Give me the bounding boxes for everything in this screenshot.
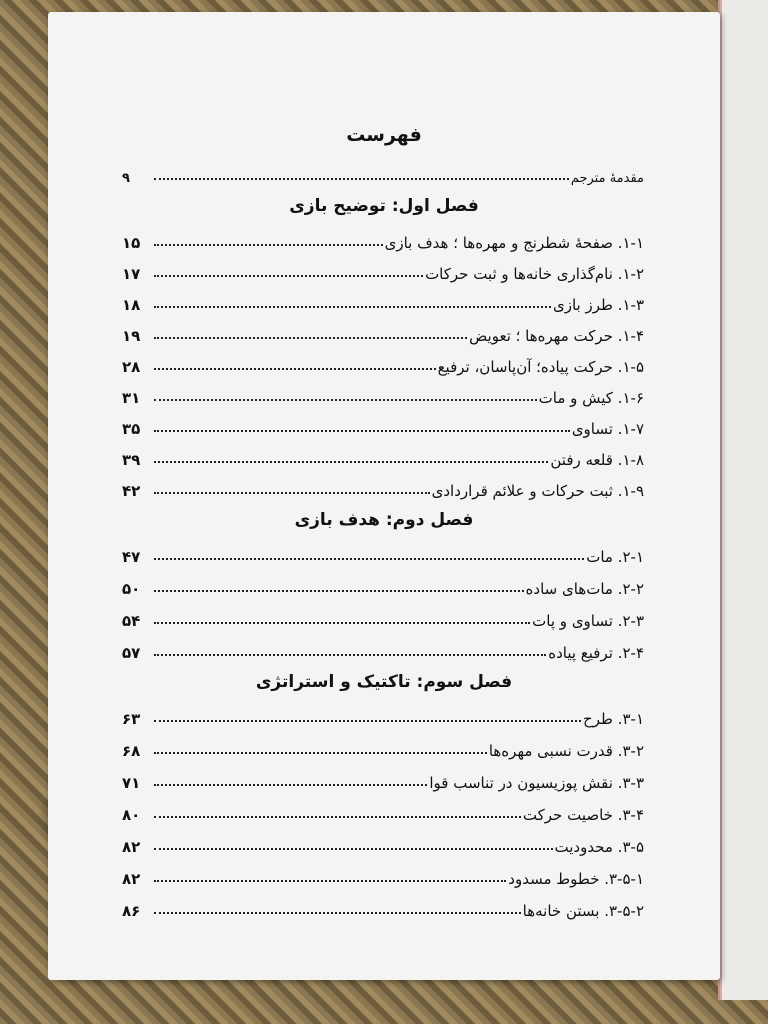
toc-entry: [122, 892, 644, 920]
toc-entry: [122, 379, 644, 407]
toc-entry: [122, 224, 644, 252]
toc-entry: [122, 860, 644, 888]
leader-dots: [154, 912, 521, 914]
toc-entry-label: ۱-۶. کیش و مات: [538, 389, 644, 407]
toc-entry-intro: [122, 158, 644, 186]
toc-entry-label: ۱-۲. نام‌گذاری خانه‌ها و ثبت حرکات: [425, 265, 644, 283]
leader-dots: [154, 306, 551, 308]
toc-entry: [122, 472, 644, 500]
leader-dots: [154, 178, 569, 180]
toc-entry-label: ۱-۱. صفحهٔ شطرنج و مهره‌ها ؛ هدف بازی: [384, 234, 644, 252]
leader-dots: [154, 784, 427, 786]
toc-page-number: ۳۹: [122, 451, 141, 469]
toc-entry-label: ۱-۳. طرز بازی: [552, 296, 644, 314]
toc-page-number: ۷۱: [122, 774, 141, 792]
toc-page-number: ۴۲: [122, 482, 141, 500]
toc-entry: [122, 602, 644, 630]
toc-entry-label: ۳-۵-۱. خطوط مسدود: [508, 870, 644, 888]
leader-dots: [154, 337, 467, 339]
leader-dots: [154, 430, 570, 432]
leader-dots: [154, 622, 530, 624]
toc-page-number: ۶۳: [122, 710, 141, 728]
toc-entry-label: ۳-۳. نقش پوزیسیون در تناسب قوا: [429, 774, 644, 792]
chapter-heading: فصل دوم: هدف بازی: [294, 510, 474, 530]
toc-entry-label: ۳-۴. خاصیت حرکت: [522, 806, 644, 824]
book-page: [48, 12, 720, 980]
toc-entry-label: ۲-۲. مات‌های ساده: [525, 580, 644, 598]
toc-page-number: ۸۰: [122, 806, 141, 824]
toc-page-number: ۱۸: [122, 296, 141, 314]
leader-dots: [154, 590, 524, 592]
toc-entry: [122, 286, 644, 314]
toc-page-number: ۲۸: [122, 358, 141, 376]
leader-dots: [154, 492, 430, 494]
toc-entry: [122, 764, 644, 792]
table-of-contents: [48, 12, 720, 980]
toc-entry-label: ۱-۵. حرکت پیاده؛ آن‌پاسان، ترفیع: [437, 358, 644, 376]
toc-page-number: ۱۷: [122, 265, 141, 283]
leader-dots: [154, 461, 548, 463]
leader-dots: [154, 244, 383, 246]
toc-entry: [122, 348, 644, 376]
toc-entry-label: مقدمهٔ مترجم: [570, 171, 644, 186]
toc-page-number: ۵۷: [122, 644, 141, 662]
toc-page-number: ۸۶: [122, 902, 141, 920]
chapter-heading: فصل سوم: تاکتیک و استراتژی: [255, 672, 513, 692]
toc-page-number: ۶۸: [122, 742, 141, 760]
toc-page-number: ۵۰: [122, 580, 141, 598]
toc-entry: [122, 255, 644, 283]
toc-entry: [122, 538, 644, 566]
toc-entry: [122, 634, 644, 662]
leader-dots: [154, 558, 584, 560]
toc-entry-label: ۳-۵. محدودیت: [554, 838, 644, 856]
toc-entry-label: ۱-۹. ثبت حرکات و علائم قراردادی: [431, 482, 644, 500]
toc-entry: [122, 410, 644, 438]
toc-entry: [122, 570, 644, 598]
toc-entry: [122, 441, 644, 469]
toc-page-number: ۴۷: [122, 548, 141, 566]
leader-dots: [154, 720, 581, 722]
toc-entry: [122, 317, 644, 345]
leader-dots: [154, 880, 506, 882]
toc-entry: [122, 700, 644, 728]
leader-dots: [154, 752, 487, 754]
leader-dots: [154, 654, 546, 656]
chapter-heading: فصل اول: توضیح بازی: [289, 196, 479, 216]
leader-dots: [154, 816, 521, 818]
leader-dots: [154, 399, 537, 401]
toc-page-number: ۹: [122, 171, 130, 186]
leader-dots: [154, 848, 553, 850]
toc-entry-label: ۲-۳. تساوی و پات: [532, 612, 644, 630]
page-title: فهرست: [346, 124, 422, 146]
toc-page-number: ۱۹: [122, 327, 141, 345]
toc-entry: [122, 732, 644, 760]
toc-page-number: ۸۲: [122, 838, 141, 856]
toc-entry-label: ۳-۲. قدرت نسبی مهره‌ها: [488, 742, 644, 760]
next-page-edge: [718, 0, 768, 1000]
toc-page-number: ۵۴: [122, 612, 141, 630]
toc-entry-label: ۳-۱. طرح: [583, 710, 644, 728]
toc-entry-label: ۱-۷. تساوی: [571, 420, 644, 438]
toc-entry-label: ۲-۱. مات: [586, 548, 644, 566]
toc-page-number: ۳۵: [122, 420, 141, 438]
leader-dots: [154, 275, 423, 277]
toc-page-number: ۸۲: [122, 870, 141, 888]
toc-page-number: ۳۱: [122, 389, 141, 407]
toc-entry-label: ۱-۴. حرکت مهره‌ها ؛ تعویض: [469, 327, 644, 345]
toc-entry: [122, 828, 644, 856]
toc-entry-label: ۲-۴. ترفیع پیاده: [548, 644, 644, 662]
toc-page-number: ۱۵: [122, 234, 141, 252]
toc-entry: [122, 796, 644, 824]
toc-entry-label: ۳-۵-۲. بستن خانه‌ها: [522, 902, 644, 920]
toc-entry-label: ۱-۸. قلعه رفتن: [550, 451, 644, 469]
leader-dots: [154, 368, 436, 370]
